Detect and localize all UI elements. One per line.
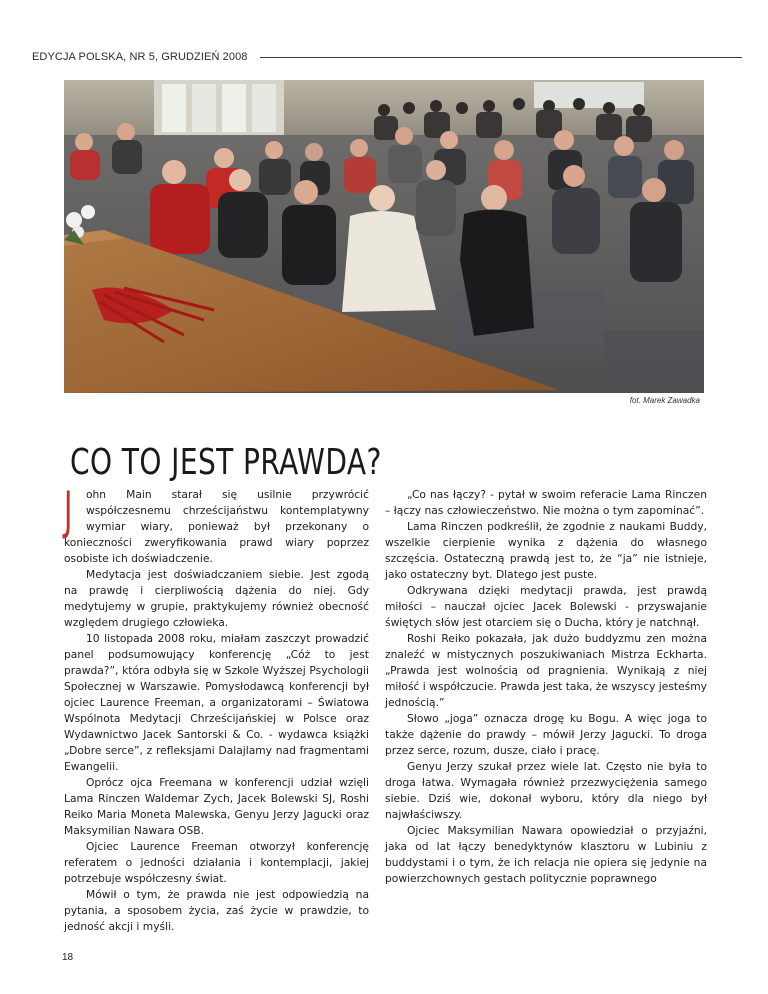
- photo-illustration: [64, 80, 704, 393]
- drop-cap: J: [64, 481, 73, 541]
- photo-credit: fot. Marek Zawadka: [629, 396, 700, 405]
- paragraph: Lama Rinczen podkreślił, że zgodnie z naukami Buddy, wszelkie cierpienie wynika z dążenia do własnego szczęścia. Ostateczną prawdą jest to, że “ja” nie istnieje, jako ostateczny byt. Dlatego jest puste.: [385, 520, 707, 581]
- meditation-photo: [64, 80, 704, 393]
- paragraph: Mówił o tym, że prawda nie jest odpowiedzią na pytania, a sposobem życia, zaś życie w prawdzie, to jedność akcji i myśli.: [64, 888, 369, 933]
- right-column: [385, 487, 707, 887]
- paragraph: Ojciec Maksymilian Nawara opowiedział o przyjaźni, jaka od lat łączy benedyktynów klasztoru w Lubiniu z buddystami i o tym, że ich relacja nie opiera się jedynie na powierzchownych gestach politycznie poprawnego: [385, 824, 707, 885]
- paragraph: Słowo „joga” oznacza drogę ku Bogu. A więc joga to także dążenie do prawdy – mówił Jerzy Jagucki. To droga przez serce, rozum, dusze, ciało i pracę.: [385, 712, 707, 757]
- paragraph: Odkrywana dzięki medytacji prawda, jest prawdą miłości – nauczał ojciec Jacek Bolewski - przyswajanie świętych słów jest otarciem się o Ducha, który je natchnął.: [385, 584, 707, 629]
- paragraph: Genyu Jerzy szukał przez wiele lat. Często nie była to droga łatwa. Wymagała również przezwyciężenia samego siebie. Dziś wie, dokonał wyboru, który dla niego był najwłaściwszy.: [385, 760, 707, 821]
- paragraph: Oprócz ojca Freemana w konferencji udział wzięli Lama Rinczen Waldemar Zych, Jacek Bolewski SJ, Roshi Reiko Maria Moneta Malewska, Genyu Jerzy Jagucki oraz Maksymilian Nawara OSB.: [64, 776, 369, 837]
- page-header: [32, 50, 742, 64]
- paragraph: Ojciec Laurence Freeman otworzył konferencję referatem o jedności działania i kontemplacji, jakiej potrzebuje współczesny świat.: [64, 840, 369, 885]
- paragraph: J ohn Main starał się usilnie przywrócić współczesnemu chrześcijaństwu kontemplatywny wymiar wiary, ponieważ był przekonany o konieczności zweryfikowania prawd wiary poprzez osobiste ich doświadczenie.: [64, 481, 369, 565]
- left-column: [64, 481, 369, 935]
- header-rule: [260, 57, 742, 58]
- page-number: 18: [62, 952, 74, 963]
- article-title: CO TO JEST PRAWDA?: [70, 442, 382, 484]
- paragraph: Medytacja jest doświadczaniem siebie. Jest zgodą na prawdę i cierpliwością dążenia do niej. Gdy medytujemy w grupie, praktykujemy również obecność względem drugiego człowieka.: [64, 568, 369, 629]
- issue-label: EDYCJA POLSKA, NR 5, GRUDZIEŃ 2008: [32, 51, 248, 63]
- paragraph: Roshi Reiko pokazała, jak dużo buddyzmu zen można znaleźć w mistycznych poszukiwaniach Mistrza Eckharta. „Prawda jest wolnością od pragnienia. Wynikają z niej miłość i współczucie. Prawda jest taka, że wszyscy jesteśmy jednością.”: [385, 632, 707, 709]
- paragraph: 10 listopada 2008 roku, miałam zaszczyt prowadzić panel podsumowujący konferencję „Cóż to jest prawda?”, która odbyła się w Szkole Wyższej Psychologii Społecznej w Warszawie. Pomysłodawcą konferencji był ojciec Laurence Freeman, a organizatorami – Światowa Wspólnota Medytacji Chrześcijańskiej w Polsce oraz Wydawnictwo Jacek Santorski & Co. - wydawca książki „Dobre serce”, z refleksjami Dalajlamy nad fragmentami Ewangelii.: [64, 632, 369, 773]
- paragraph: „Co nas łączy? - pytał w swoim referacie Lama Rinczen – łączy nas człowieczeństwo. Nie można o tym zapominać”.: [385, 488, 707, 517]
